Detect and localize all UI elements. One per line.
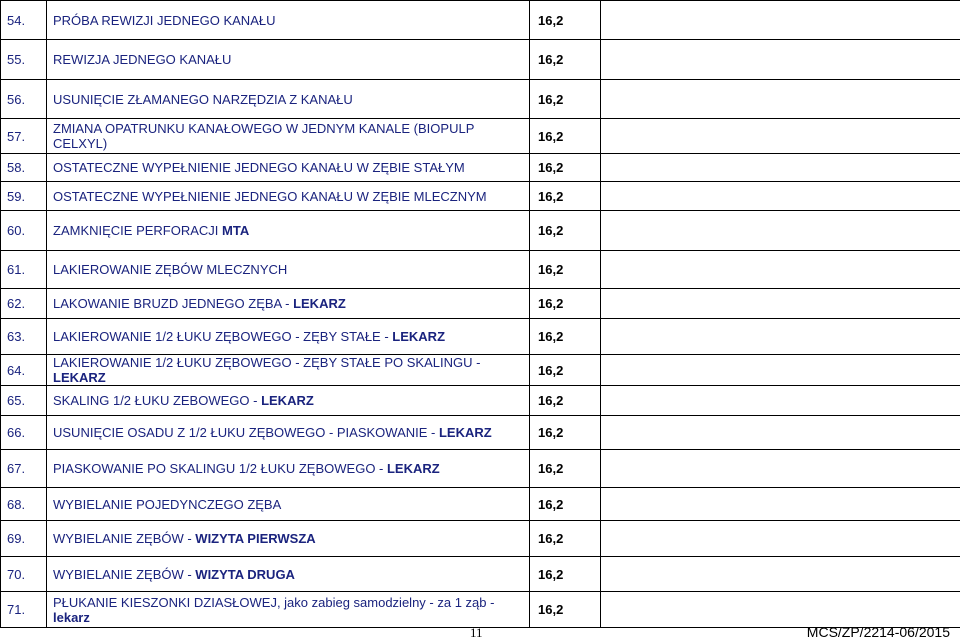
- procedure-emphasis: LEKARZ: [53, 370, 106, 385]
- procedure-name: LAKIEROWANIE 1/2 ŁUKU ZĘBOWEGO - ZĘBY STAŁE -: [53, 329, 392, 344]
- table-row: [1, 1, 960, 40]
- table-row: [1, 557, 960, 592]
- procedure-cell: [47, 40, 530, 80]
- row-number: 69.: [1, 521, 47, 557]
- value-cell: 16,2: [530, 40, 601, 80]
- procedure-cell: [47, 1, 530, 40]
- row-number: 68.: [1, 488, 47, 521]
- empty-cell: [601, 251, 960, 289]
- row-number: 66.: [1, 416, 47, 450]
- procedure-cell: [47, 557, 530, 592]
- empty-cell: [601, 592, 960, 628]
- procedure-cell: [47, 416, 530, 450]
- value-cell: 16,2: [530, 251, 601, 289]
- procedure-emphasis: LEKARZ: [439, 425, 492, 440]
- page-number: 11: [470, 625, 483, 641]
- table-row: [1, 450, 960, 488]
- empty-cell: [601, 416, 960, 450]
- row-number: 62.: [1, 289, 47, 319]
- row-number: 71.: [1, 592, 47, 628]
- procedure-cell: [47, 182, 530, 211]
- empty-cell: [601, 40, 960, 80]
- procedure-name: REWIZJA JEDNEGO KANAŁU: [53, 52, 231, 67]
- procedure-name: WYBIELANIE ZĘBÓW -: [53, 567, 195, 582]
- table-row: [1, 289, 960, 319]
- value-cell: 16,2: [530, 592, 601, 628]
- procedure-emphasis: MTA: [222, 223, 249, 238]
- value-cell: 16,2: [530, 521, 601, 557]
- procedure-name: USUNIĘCIE ZŁAMANEGO NARZĘDZIA Z KANAŁU: [53, 92, 353, 107]
- value-cell: 16,2: [530, 80, 601, 119]
- row-number: 70.: [1, 557, 47, 592]
- table-row: [1, 154, 960, 182]
- value-cell: 16,2: [530, 154, 601, 182]
- value-cell: 16,2: [530, 182, 601, 211]
- procedure-name: OSTATECZNE WYPEŁNIENIE JEDNEGO KANAŁU W ZĘBIE STAŁYM: [53, 160, 465, 175]
- procedure-name: LAKIEROWANIE 1/2 ŁUKU ZĘBOWEGO - ZĘBY STAŁE PO SKALINGU -: [53, 355, 480, 370]
- empty-cell: [601, 488, 960, 521]
- value-cell: 16,2: [530, 488, 601, 521]
- procedure-emphasis: WIZYTA DRUGA: [195, 567, 295, 582]
- row-number: 59.: [1, 182, 47, 211]
- table-row: [1, 319, 960, 355]
- empty-cell: [601, 182, 960, 211]
- procedure-name: PIASKOWANIE PO SKALINGU 1/2 ŁUKU ZĘBOWEGO -: [53, 461, 387, 476]
- procedure-emphasis: WIZYTA PIERWSZA: [195, 531, 315, 546]
- procedure-cell: [47, 488, 530, 521]
- procedure-cell: [47, 251, 530, 289]
- procedure-emphasis: LEKARZ: [392, 329, 445, 344]
- row-number: 54.: [1, 1, 47, 40]
- procedure-cell: [47, 211, 530, 251]
- empty-cell: [601, 355, 960, 386]
- empty-cell: [601, 154, 960, 182]
- empty-cell: [601, 289, 960, 319]
- empty-cell: [601, 119, 960, 154]
- procedure-name: PŁUKANIE KIESZONKI DZIASŁOWEJ, jako zabieg samodzielny - za 1 ząb -: [53, 595, 494, 610]
- procedure-cell: [47, 355, 530, 386]
- empty-cell: [601, 211, 960, 251]
- value-cell: 16,2: [530, 355, 601, 386]
- row-number: 67.: [1, 450, 47, 488]
- empty-cell: [601, 386, 960, 416]
- table-row: [1, 119, 960, 154]
- procedure-cell: [47, 80, 530, 119]
- document-reference: MCS/ZP/2214-06/2015: [807, 624, 950, 640]
- procedure-name: ZAMKNIĘCIE PERFORACJI: [53, 223, 222, 238]
- procedure-cell: [47, 319, 530, 355]
- row-number: 60.: [1, 211, 47, 251]
- value-cell: 16,2: [530, 450, 601, 488]
- row-number: 56.: [1, 80, 47, 119]
- procedure-name: WYBIELANIE POJEDYNCZEGO ZĘBA: [53, 497, 281, 512]
- row-number: 61.: [1, 251, 47, 289]
- value-cell: 16,2: [530, 386, 601, 416]
- empty-cell: [601, 80, 960, 119]
- row-number: 57.: [1, 119, 47, 154]
- procedure-cell: [47, 521, 530, 557]
- table-row: [1, 488, 960, 521]
- procedure-cell: [47, 119, 530, 154]
- value-cell: 16,2: [530, 557, 601, 592]
- table-row: [1, 521, 960, 557]
- procedure-cell: [47, 154, 530, 182]
- row-number: 65.: [1, 386, 47, 416]
- value-cell: 16,2: [530, 416, 601, 450]
- procedure-emphasis: lekarz: [53, 610, 90, 625]
- price-table-body: [1, 1, 960, 628]
- table-row: [1, 355, 960, 386]
- row-number: 63.: [1, 319, 47, 355]
- table-row: [1, 251, 960, 289]
- empty-cell: [601, 521, 960, 557]
- procedure-name: ZMIANA OPATRUNKU KANAŁOWEGO W JEDNYM KANALE (BIOPULP CELXYL): [53, 121, 474, 151]
- procedure-name: OSTATECZNE WYPEŁNIENIE JEDNEGO KANAŁU W ZĘBIE MLECZNYM: [53, 189, 487, 204]
- value-cell: 16,2: [530, 289, 601, 319]
- procedure-emphasis: LEKARZ: [293, 296, 346, 311]
- procedure-cell: [47, 289, 530, 319]
- value-cell: 16,2: [530, 211, 601, 251]
- table-row: [1, 386, 960, 416]
- procedure-name: SKALING 1/2 ŁUKU ZEBOWEGO -: [53, 393, 261, 408]
- row-number: 58.: [1, 154, 47, 182]
- procedure-emphasis: LEKARZ: [261, 393, 314, 408]
- table-row: [1, 80, 960, 119]
- table-row: [1, 416, 960, 450]
- value-cell: 16,2: [530, 1, 601, 40]
- procedure-name: USUNIĘCIE OSADU Z 1/2 ŁUKU ZĘBOWEGO - PIASKOWANIE -: [53, 425, 439, 440]
- procedure-cell: [47, 386, 530, 416]
- procedure-name: WYBIELANIE ZĘBÓW -: [53, 531, 195, 546]
- procedure-cell: [47, 592, 530, 628]
- empty-cell: [601, 450, 960, 488]
- empty-cell: [601, 1, 960, 40]
- procedure-name: LAKOWANIE BRUZD JEDNEGO ZĘBA -: [53, 296, 293, 311]
- value-cell: 16,2: [530, 119, 601, 154]
- table-row: [1, 182, 960, 211]
- table-row: [1, 40, 960, 80]
- empty-cell: [601, 557, 960, 592]
- procedure-name: PRÓBA REWIZJI JEDNEGO KANAŁU: [53, 13, 276, 28]
- procedure-emphasis: LEKARZ: [387, 461, 440, 476]
- row-number: 55.: [1, 40, 47, 80]
- procedure-name: LAKIEROWANIE ZĘBÓW MLECZNYCH: [53, 262, 287, 277]
- empty-cell: [601, 319, 960, 355]
- row-number: 64.: [1, 355, 47, 386]
- table-row: [1, 211, 960, 251]
- table-row: [1, 592, 960, 628]
- procedure-cell: [47, 450, 530, 488]
- value-cell: 16,2: [530, 319, 601, 355]
